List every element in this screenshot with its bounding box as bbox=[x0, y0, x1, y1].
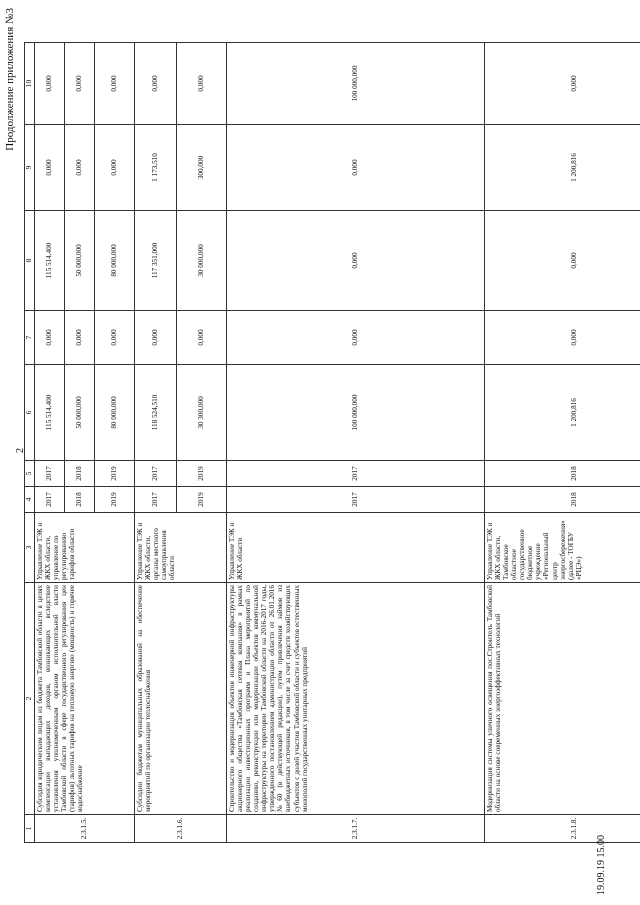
measure-description: Строительство и модернизация объектов инженерной инфраструктуры акционерного общества «Тамбовская сетевая компания» в рамках реализации инвестиционных программ и Плана мероприятий по созданию, реконструкции или модернизации объектов коммунальной инфраструктуры на территории Тамбовской области на 2016-2017 годы, утвержденного постановлением администрации области от 26.01.2016 №60 (в действующей редакции), путем привлечения займов из внебюджетных источников, в том числе за счет средств хозяйствующих субъектов с долей участия Тамбовской области и субъектов естественных монополий государственных унитарных предприятий bbox=[227, 583, 485, 815]
year-cell: 2017 bbox=[35, 487, 65, 513]
amount-cell: 118 524,510 bbox=[135, 365, 177, 461]
amount-cell: 0,000 bbox=[485, 311, 640, 365]
year-cell: 2018 bbox=[65, 487, 95, 513]
page-number: 2 bbox=[15, 448, 26, 453]
continuation-header: Продолжение приложения №3 bbox=[4, 8, 16, 151]
table-row bbox=[485, 43, 640, 843]
responsible-org: Управление ТЭК и ЖКХ области bbox=[227, 513, 485, 583]
table-row bbox=[227, 43, 485, 843]
column-number: 8 bbox=[25, 211, 35, 311]
table-row bbox=[35, 43, 65, 843]
amount-cell: 0,000 bbox=[485, 43, 640, 125]
column-number: 4 bbox=[25, 487, 35, 513]
column-number: 10 bbox=[25, 43, 35, 125]
column-number: 7 bbox=[25, 311, 35, 365]
column-number-row bbox=[25, 43, 35, 843]
amount-cell: 1 200,816 bbox=[485, 125, 640, 211]
year-cell: 2019 bbox=[177, 487, 227, 513]
year-cell: 2017 bbox=[135, 461, 177, 487]
amount-cell: 100 000,000 bbox=[227, 43, 485, 125]
column-number: 2 bbox=[25, 583, 35, 815]
responsible-org: Управление ТЭК и ЖКХ области, Тамбовское областное государственное бюджетное учреждение «Региональный центр энергосбережения» (далее - ТОГБУ «РЦЭ») bbox=[485, 513, 640, 583]
year-cell: 2019 bbox=[95, 461, 135, 487]
amount-cell: 115 514,400 bbox=[35, 211, 65, 311]
amount-cell: 0,000 bbox=[65, 125, 95, 211]
amount-cell: 0,000 bbox=[227, 125, 485, 211]
amount-cell: 1 173,510 bbox=[135, 125, 177, 211]
year-cell: 2019 bbox=[177, 461, 227, 487]
year-cell: 2017 bbox=[35, 461, 65, 487]
amount-cell: 80 000,000 bbox=[95, 365, 135, 461]
amount-cell: 0,000 bbox=[95, 43, 135, 125]
year-cell: 2018 bbox=[65, 461, 95, 487]
year-cell: 2018 bbox=[485, 461, 640, 487]
amount-cell: 0,000 bbox=[227, 311, 485, 365]
year-cell: 2019 bbox=[95, 487, 135, 513]
amount-cell: 0,000 bbox=[177, 311, 227, 365]
amount-cell: 0,000 bbox=[177, 43, 227, 125]
amount-cell: 0,000 bbox=[485, 211, 640, 311]
amount-cell: 50 000,000 bbox=[65, 365, 95, 461]
amount-cell: 0,000 bbox=[65, 43, 95, 125]
amount-cell: 117 351,000 bbox=[135, 211, 177, 311]
row-number: 2.3.1.7. bbox=[227, 815, 485, 843]
measure-description: Субсидия юридическим лицам из бюджета Тамбовской области в целях компенсации выпадающих доходов, возникающих вследствие установления уполномоченным органом исполнительной власти Тамбовской области в сфере государственного регулирования цен (тарифов) льготных тарифов на тепловую энергию (мощность) и горячее водоснабжение bbox=[35, 583, 135, 815]
amount-cell: 0,000 bbox=[95, 311, 135, 365]
amount-cell: 0,000 bbox=[35, 125, 65, 211]
measure-description: Субсидии бюджетам муниципальных образований на обеспечение мероприятий по организации теплоснабжения bbox=[135, 583, 227, 815]
amount-cell: 0,000 bbox=[65, 311, 95, 365]
amount-cell: 0,000 bbox=[227, 211, 485, 311]
amount-cell: 0,000 bbox=[135, 311, 177, 365]
row-number: 2.3.1.6. bbox=[135, 815, 227, 843]
amount-cell: 300,000 bbox=[177, 125, 227, 211]
footer-datetime: 19.09.19 15.00 bbox=[596, 835, 607, 895]
column-number: 9 bbox=[25, 125, 35, 211]
row-number: 2.3.1.5. bbox=[35, 815, 135, 843]
amount-cell: 100 000,000 bbox=[227, 365, 485, 461]
responsible-org: Управление ТЭК и ЖКХ области, органы местного самоуправления области bbox=[135, 513, 227, 583]
amount-cell: 30 300,000 bbox=[177, 365, 227, 461]
column-number: 1 bbox=[25, 815, 35, 843]
amount-cell: 0,000 bbox=[95, 125, 135, 211]
amount-cell: 30 000,000 bbox=[177, 211, 227, 311]
table-row bbox=[135, 43, 177, 843]
year-cell: 2017 bbox=[135, 487, 177, 513]
column-number: 3 bbox=[25, 513, 35, 583]
column-number: 6 bbox=[25, 365, 35, 461]
column-number: 5 bbox=[25, 461, 35, 487]
year-cell: 2017 bbox=[227, 487, 485, 513]
amount-cell: 80 000,000 bbox=[95, 211, 135, 311]
amount-cell: 0,000 bbox=[35, 43, 65, 125]
amount-cell: 50 000,000 bbox=[65, 211, 95, 311]
year-cell: 2018 bbox=[485, 487, 640, 513]
responsible-org: Управление ТЭК и ЖКХ области, управление по регулированию тарифов области bbox=[35, 513, 135, 583]
amount-cell: 0,000 bbox=[135, 43, 177, 125]
amount-cell: 115 514,400 bbox=[35, 365, 65, 461]
program-table bbox=[24, 42, 640, 843]
year-cell: 2017 bbox=[227, 461, 485, 487]
amount-cell: 0,000 bbox=[35, 311, 65, 365]
measure-description: Модернизация системы уличного освещения пос.Строитель Тамбовской области на основе современных энергоэффективных технологий bbox=[485, 583, 640, 815]
amount-cell: 1 200,816 bbox=[485, 365, 640, 461]
row-number: 2.3.1.8. bbox=[485, 815, 640, 843]
